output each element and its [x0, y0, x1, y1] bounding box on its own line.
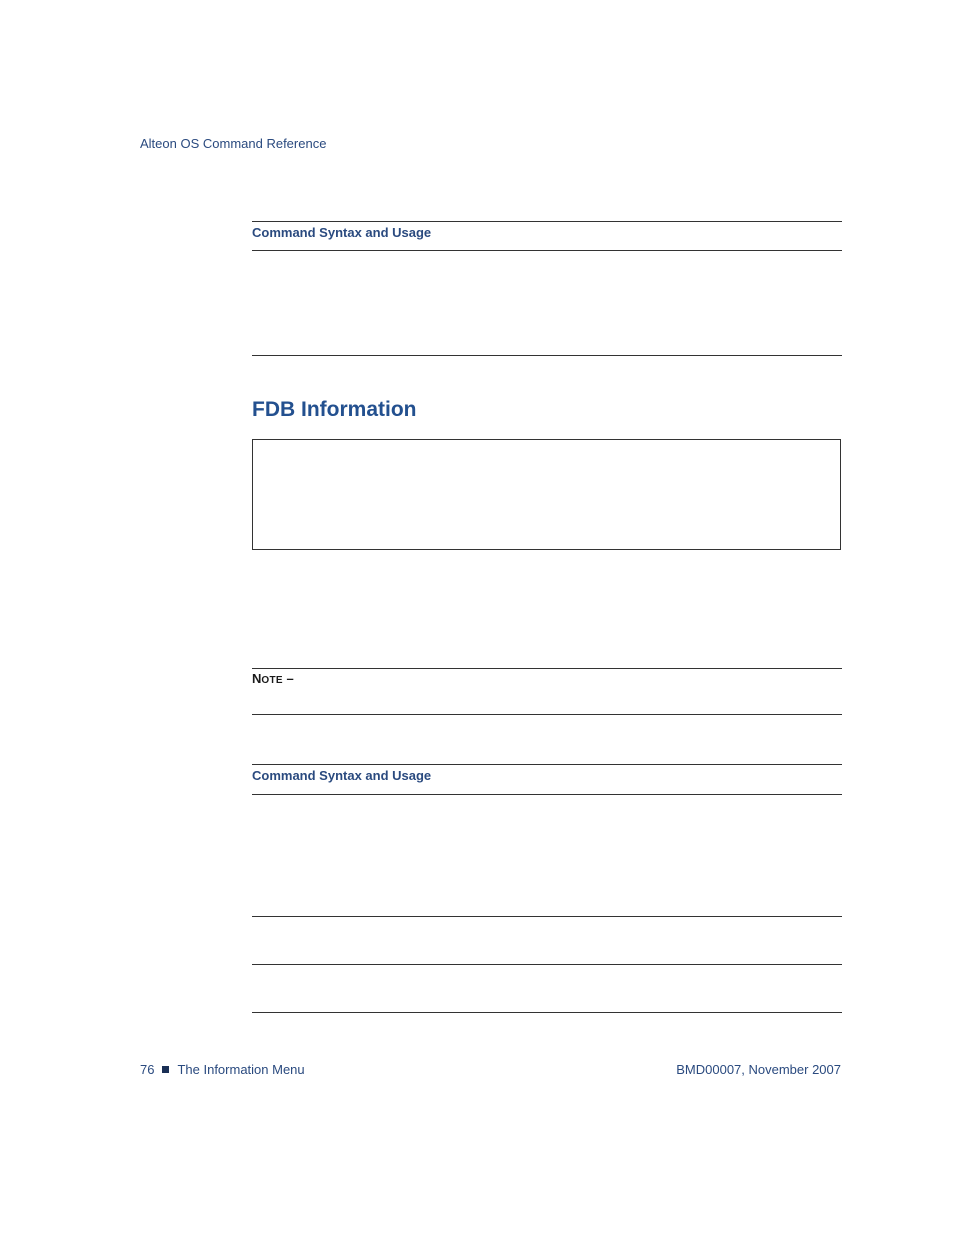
table2-bottom-rule	[252, 1012, 842, 1013]
table2-row-rule-2	[252, 964, 842, 965]
section-heading-fdb: FDB Information	[252, 398, 417, 421]
footer-left	[140, 1062, 305, 1077]
note-label-rest: OTE	[261, 675, 283, 686]
note-bottom-rule	[252, 714, 842, 715]
note-top-rule	[252, 668, 842, 669]
footer-chapter: The Information Menu	[177, 1062, 305, 1077]
table1-heading: Command Syntax and Usage	[252, 225, 432, 240]
note-label-initial: N	[252, 671, 262, 686]
note-label	[252, 671, 294, 686]
footer-doc-id: BMD00007, November 2007	[676, 1062, 841, 1077]
note-label-dash: –	[282, 671, 294, 686]
table2-top-rule	[252, 764, 842, 765]
square-bullet-icon	[162, 1066, 169, 1073]
table1-header-rule	[252, 250, 842, 251]
table1-bottom-rule	[252, 355, 842, 356]
table1-top-rule	[252, 221, 842, 222]
command-output-box	[252, 439, 841, 550]
table2-header-rule	[252, 794, 842, 795]
table2-row-rule-1	[252, 916, 842, 917]
running-header: Alteon OS Command Reference	[140, 136, 327, 151]
table2-heading: Command Syntax and Usage	[252, 768, 432, 783]
page-number: 76	[140, 1062, 155, 1077]
